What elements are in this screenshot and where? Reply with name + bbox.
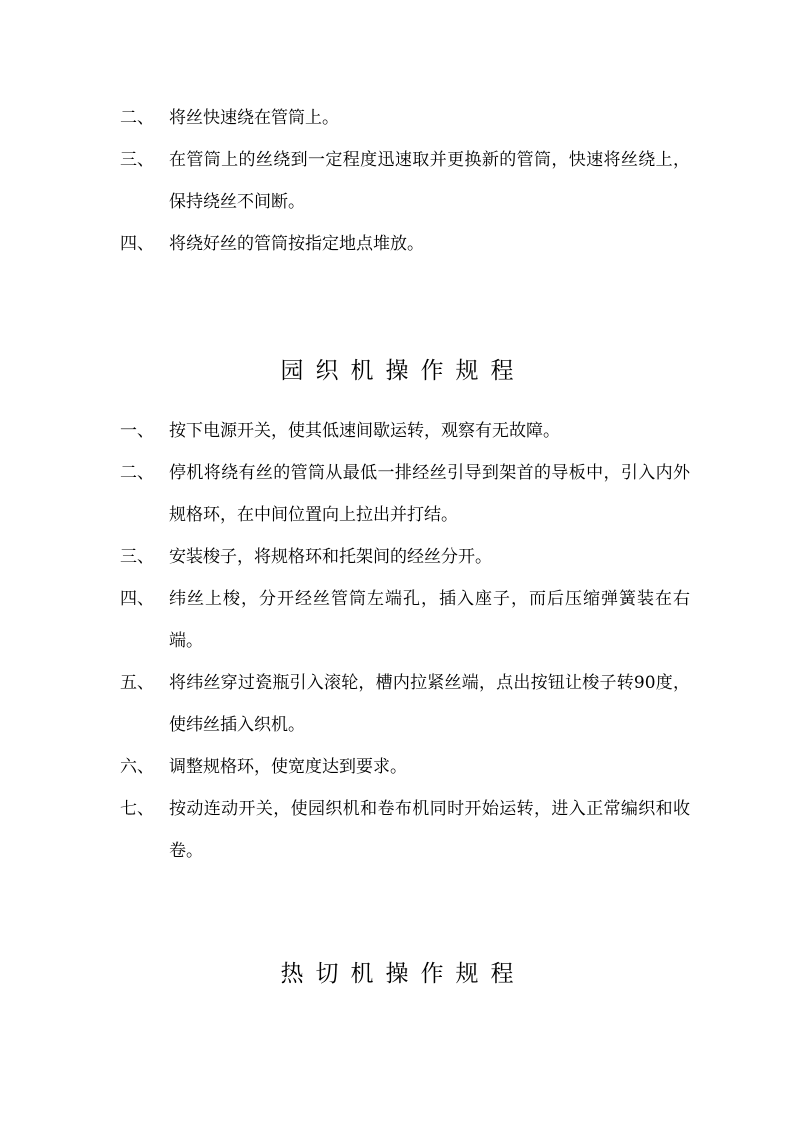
item-text: 停机将绕有丝的管筒从最低一排经丝引导到架首的导板中，引入内外规格环，在中间位置向上拉出并打结。 bbox=[169, 463, 690, 525]
item-text: 在管筒上的丝绕到一定程度迅速取并更换新的管筒，快速将丝绕上，保持绕丝不间断。 bbox=[169, 150, 690, 212]
item-number: 七、 bbox=[120, 799, 154, 819]
item-number: 三、 bbox=[120, 547, 154, 567]
list-item bbox=[120, 788, 690, 872]
list-item bbox=[120, 578, 690, 662]
item-number: 二、 bbox=[120, 108, 154, 128]
item-text: 按动连动开关，使园织机和卷布机同时开始运转，进入正常编织和收卷。 bbox=[169, 799, 690, 861]
section-title: 园织机操作规程 bbox=[280, 358, 526, 384]
list-item bbox=[120, 452, 690, 536]
list-item bbox=[120, 223, 690, 265]
item-text: 将绕好丝的管筒按指定地点堆放。 bbox=[169, 234, 424, 254]
item-number: 六、 bbox=[120, 757, 154, 777]
list-item bbox=[120, 97, 690, 139]
item-number: 二、 bbox=[120, 463, 154, 483]
item-text: 按下电源开关，使其低速间歇运转，观察有无故障。 bbox=[169, 421, 560, 441]
section-title: 热切机操作规程 bbox=[280, 961, 526, 987]
item-number: 三、 bbox=[120, 150, 154, 170]
item-number: 四、 bbox=[120, 234, 154, 254]
item-text: 调整规格环，使宽度达到要求。 bbox=[169, 757, 407, 777]
item-text: 纬丝上梭，分开经丝管筒左端孔，插入座子，而后压缩弹簧装在右端。 bbox=[169, 589, 690, 651]
list-item bbox=[120, 746, 690, 788]
list-item bbox=[120, 410, 690, 452]
item-text: 将丝快速绕在管筒上。 bbox=[169, 108, 339, 128]
item-text: 安装梭子，将规格环和托架间的经丝分开。 bbox=[169, 547, 492, 567]
list-item bbox=[120, 139, 690, 223]
item-number: 四、 bbox=[120, 589, 154, 609]
list-item bbox=[120, 662, 690, 746]
item-number: 五、 bbox=[120, 673, 154, 693]
item-number: 一、 bbox=[120, 421, 154, 441]
list-item bbox=[120, 536, 690, 578]
item-text: 将纬丝穿过瓷瓶引入滚轮，槽内拉紧丝端，点出按钮让梭子转90度，使纬丝插入织机。 bbox=[169, 673, 690, 735]
